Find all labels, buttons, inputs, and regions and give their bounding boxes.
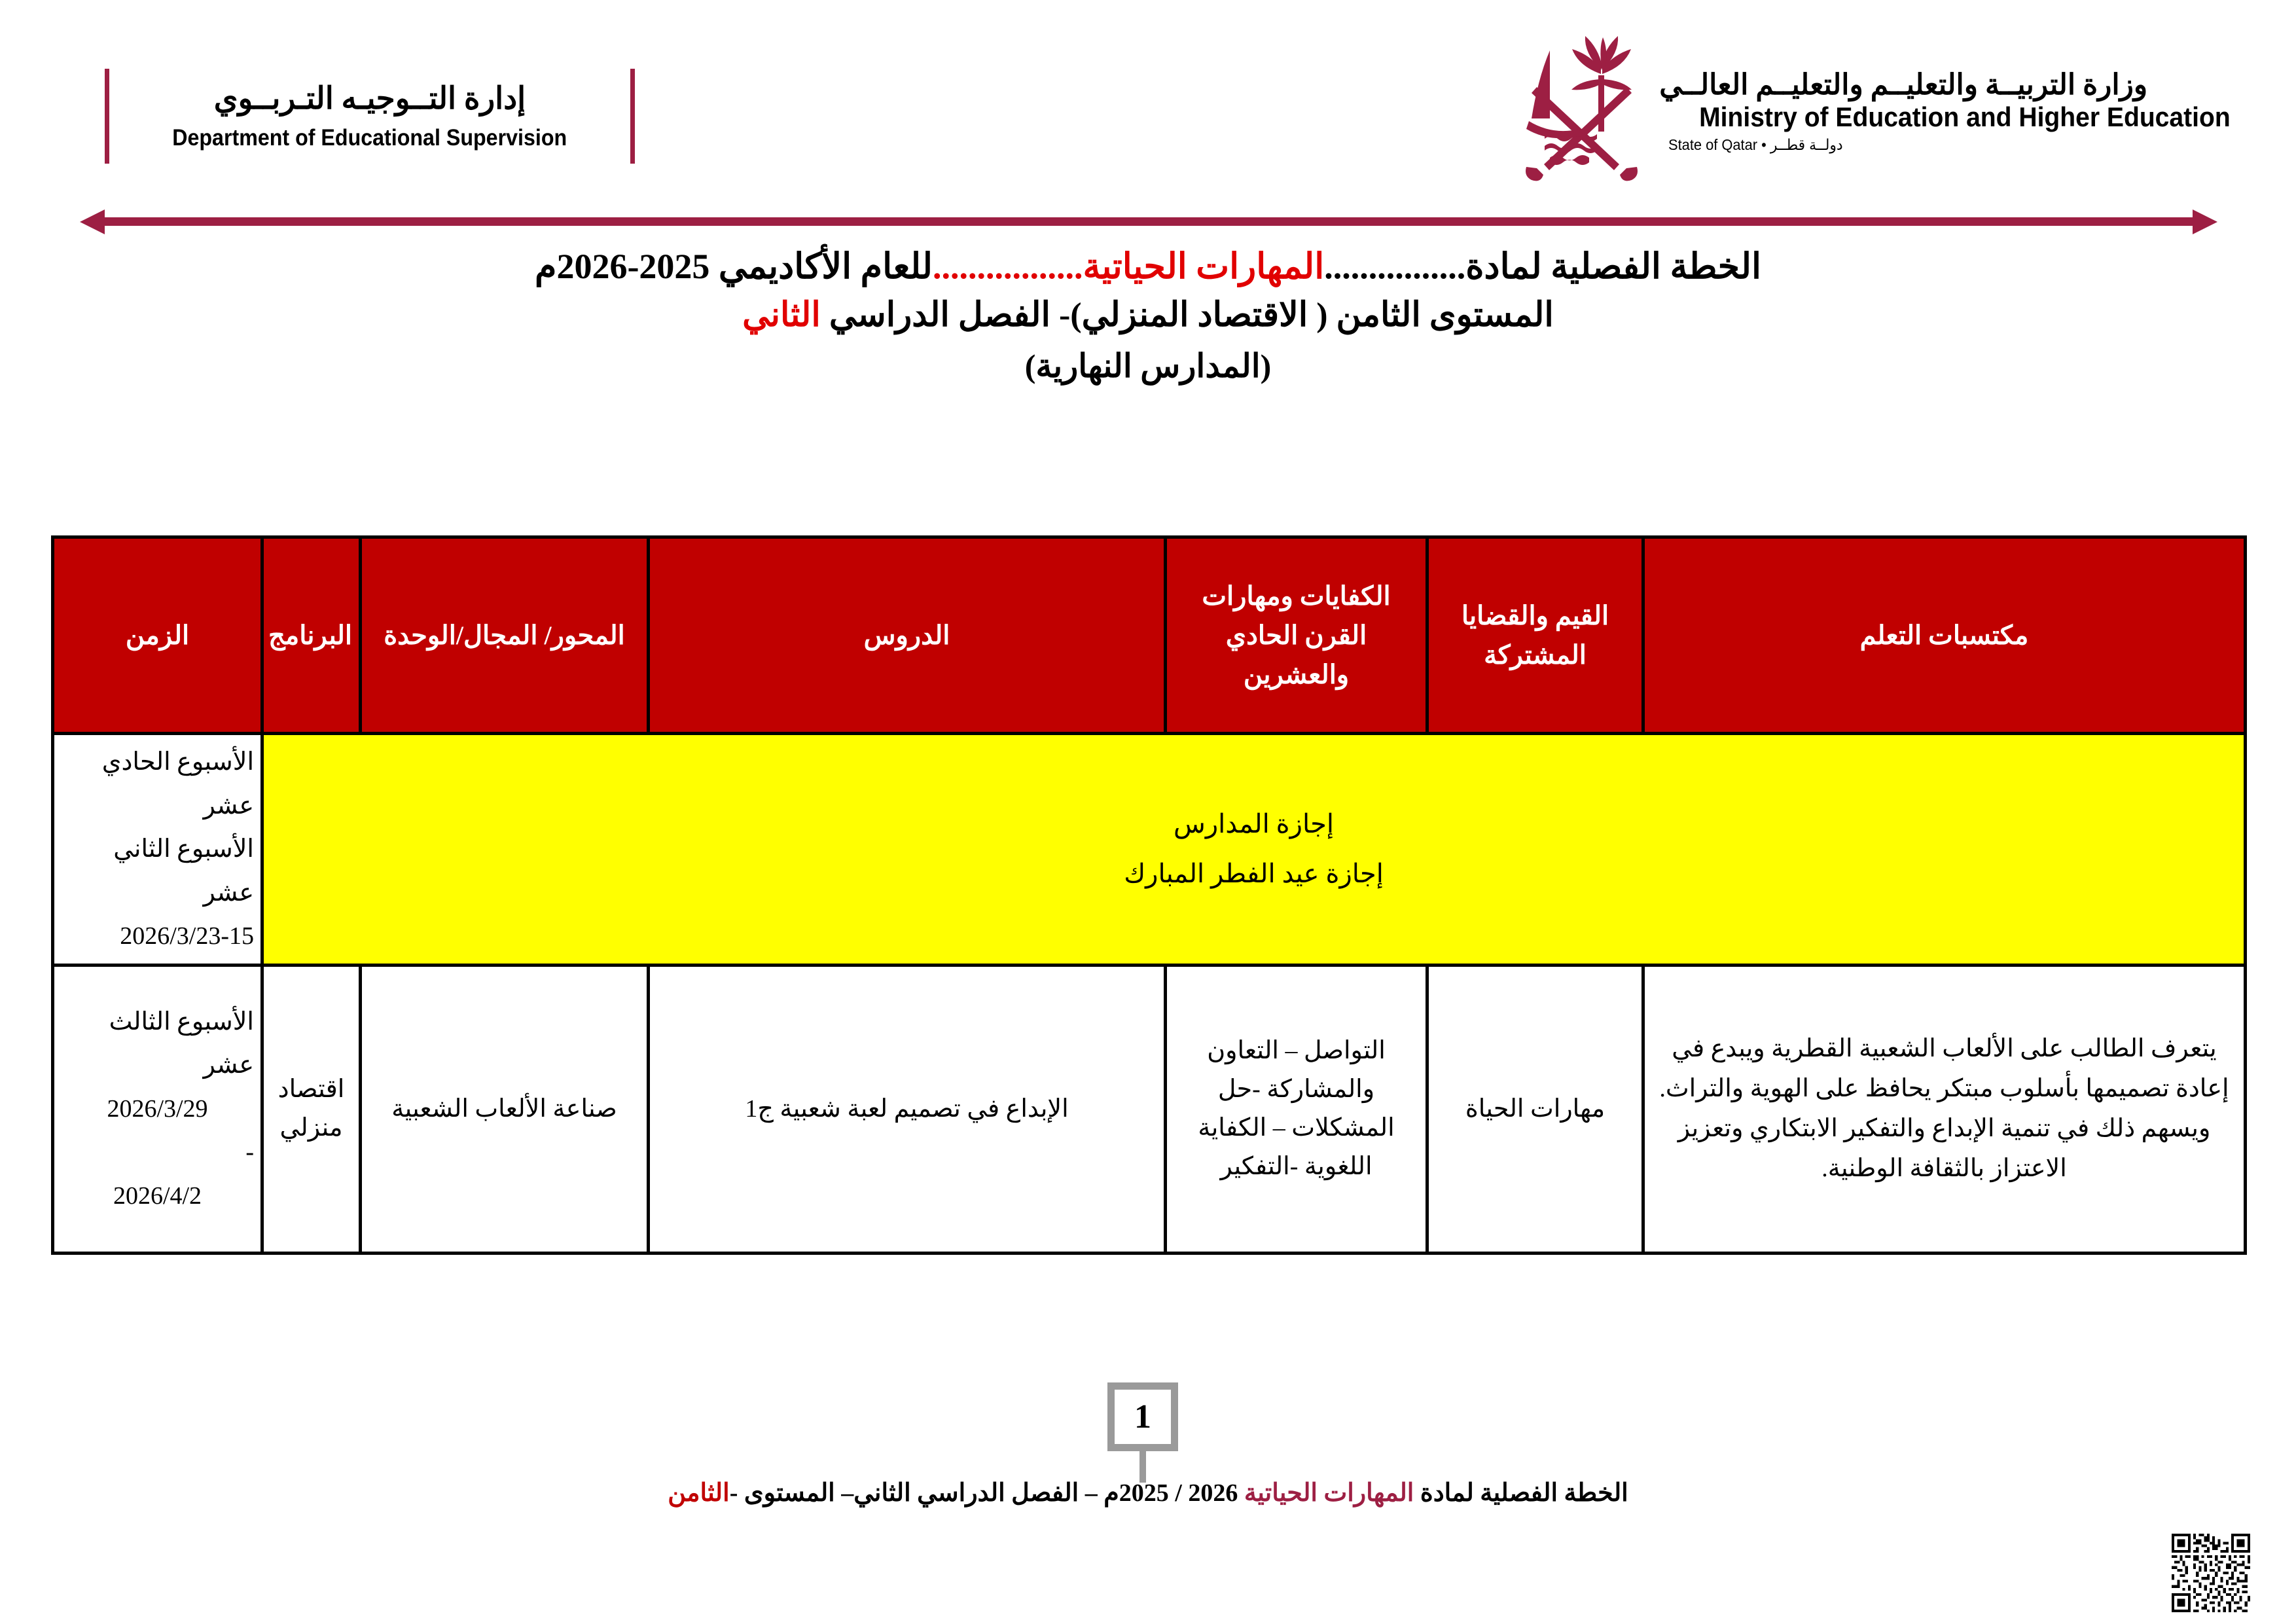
title-dots-a: ................	[1324, 247, 1466, 286]
semester-plan-table	[51, 535, 2247, 1255]
program-text: اقتصاد منزلي	[278, 1075, 345, 1142]
cell-learning-outcomes	[1643, 965, 2246, 1253]
holiday-line-2: إجازة عيد الفطر المبارك	[1124, 859, 1384, 889]
state-of-qatar-label	[1668, 137, 1843, 153]
title-dots-b: .................	[932, 247, 1083, 286]
state-bullet: •	[1757, 136, 1767, 154]
title-academic-year: للعام الأكاديمي 2025-2026م	[535, 247, 933, 286]
column-header-program: البرنامج	[262, 537, 361, 734]
department-name-english: Department of Educational Supervision	[172, 124, 567, 151]
holiday-banner-cell	[262, 734, 2246, 965]
table-row-holiday	[53, 734, 2246, 965]
rule-arrow-left-icon	[80, 209, 105, 234]
page-number: 1	[1134, 1398, 1151, 1435]
qatar-emblem-icon	[1521, 36, 1642, 187]
learning-outcomes-text: يتعرف الطالب على الألعاب الشعبية القطرية ويبدع في إعادة تصميمها بأسلوب مبتكر يحافظ على الهوية والتراث. ويسهم ذلك في تنمية الإبداع والتفكير الابتكاري وتعزيز الاعتزاز بالثقافة الوطنية.	[1659, 1035, 2229, 1182]
footer-caption	[0, 1478, 2296, 1507]
cell-time	[53, 965, 262, 1253]
column-header-time: الزمن	[53, 537, 262, 734]
department-name-arabic: إدارة التــوجيـه التـربــوي	[213, 82, 526, 117]
ministry-name-arabic: وزارة التربيــة والتعليــم والتعليــم العالــي	[1659, 68, 2148, 101]
values-text: مهارات الحياة	[1465, 1094, 1605, 1123]
cell-unit	[361, 965, 649, 1253]
cell-program	[262, 965, 361, 1253]
lessons-text: الإبداع في تصميم لعبة شعبية ج1	[745, 1094, 1069, 1123]
department-logo-block	[105, 69, 635, 164]
document-title-block	[0, 244, 2296, 392]
cell-lessons	[649, 965, 1166, 1253]
column-header-lessons: الدروس	[649, 537, 1166, 734]
lesson-week: الأسبوع الثالث عشر	[109, 1007, 254, 1079]
ministry-text	[1659, 70, 2231, 153]
title-subject: المهارات الحياتية	[1083, 247, 1325, 286]
column-header-values: القيم والقضايا المشتركة	[1427, 537, 1643, 734]
footer-year-term: 2026 / 2025م – الفصل الدراسي الثاني– المستوى -	[729, 1479, 1238, 1507]
column-header-unit: المحور/ المجال/الوحدة	[361, 537, 649, 734]
footer-subject: المهارات الحياتية	[1244, 1479, 1414, 1507]
holiday-date-range: 2026/3/23-15	[120, 922, 254, 950]
lesson-date-start: 2026/3/29	[107, 1094, 208, 1123]
title-line-3: (المدارس النهارية)	[1024, 348, 1272, 385]
title-line-1	[0, 244, 2296, 290]
title-prefix: الخطة الفصلية لمادة	[1465, 247, 1761, 286]
column-header-competencies: الكفايات ومهارات القرن الحادي والعشرين	[1166, 537, 1427, 734]
title-level-and-term: المستوى الثامن ( الاقتصاد المنزلي)- الفصل الدراسي	[829, 297, 1554, 334]
footer-level: الثامن	[668, 1479, 730, 1507]
footer-prefix: الخطة الفصلية لمادة	[1420, 1479, 1628, 1507]
holiday-week-1-cont: عشر	[203, 791, 254, 820]
page-number-box	[1107, 1382, 1178, 1451]
header-divider-rule	[0, 209, 2296, 236]
state-english: State of Qatar	[1668, 136, 1758, 154]
table-header-row	[53, 537, 2246, 734]
title-term: الثاني	[742, 297, 821, 334]
holiday-week-2: الأسبوع الثاني عشر	[113, 835, 254, 907]
holiday-week-1: الأسبوع الحادي	[101, 748, 254, 776]
ministry-name-english: Ministry of Education and Higher Education	[1699, 101, 2231, 132]
qr-code-icon	[2172, 1534, 2250, 1612]
holiday-time-cell	[53, 734, 262, 965]
column-header-outcomes: مكتسبات التعلم	[1643, 537, 2246, 734]
rule-arrow-right-icon	[2193, 209, 2217, 234]
rule-line	[105, 217, 2206, 226]
lesson-date-end: 2026/4/2	[113, 1182, 202, 1210]
title-line-2	[0, 290, 2296, 341]
page-header	[0, 0, 2296, 216]
unit-text: صناعة الألعاب الشعبية	[391, 1094, 617, 1123]
holiday-line-1: إجازة المدارس	[1174, 809, 1334, 839]
lesson-date-separator: -	[245, 1138, 254, 1166]
table-row-lesson	[53, 965, 2246, 1253]
state-arabic: دولــة قطــر	[1770, 136, 1843, 154]
ministry-logo-block	[1521, 36, 2231, 187]
cell-values	[1427, 965, 1643, 1253]
competencies-text: التواصل – التعاون والمشاركة -حل المشكلات – الكفاية اللغوية -التفكير	[1198, 1037, 1395, 1180]
cell-competencies	[1166, 965, 1427, 1253]
